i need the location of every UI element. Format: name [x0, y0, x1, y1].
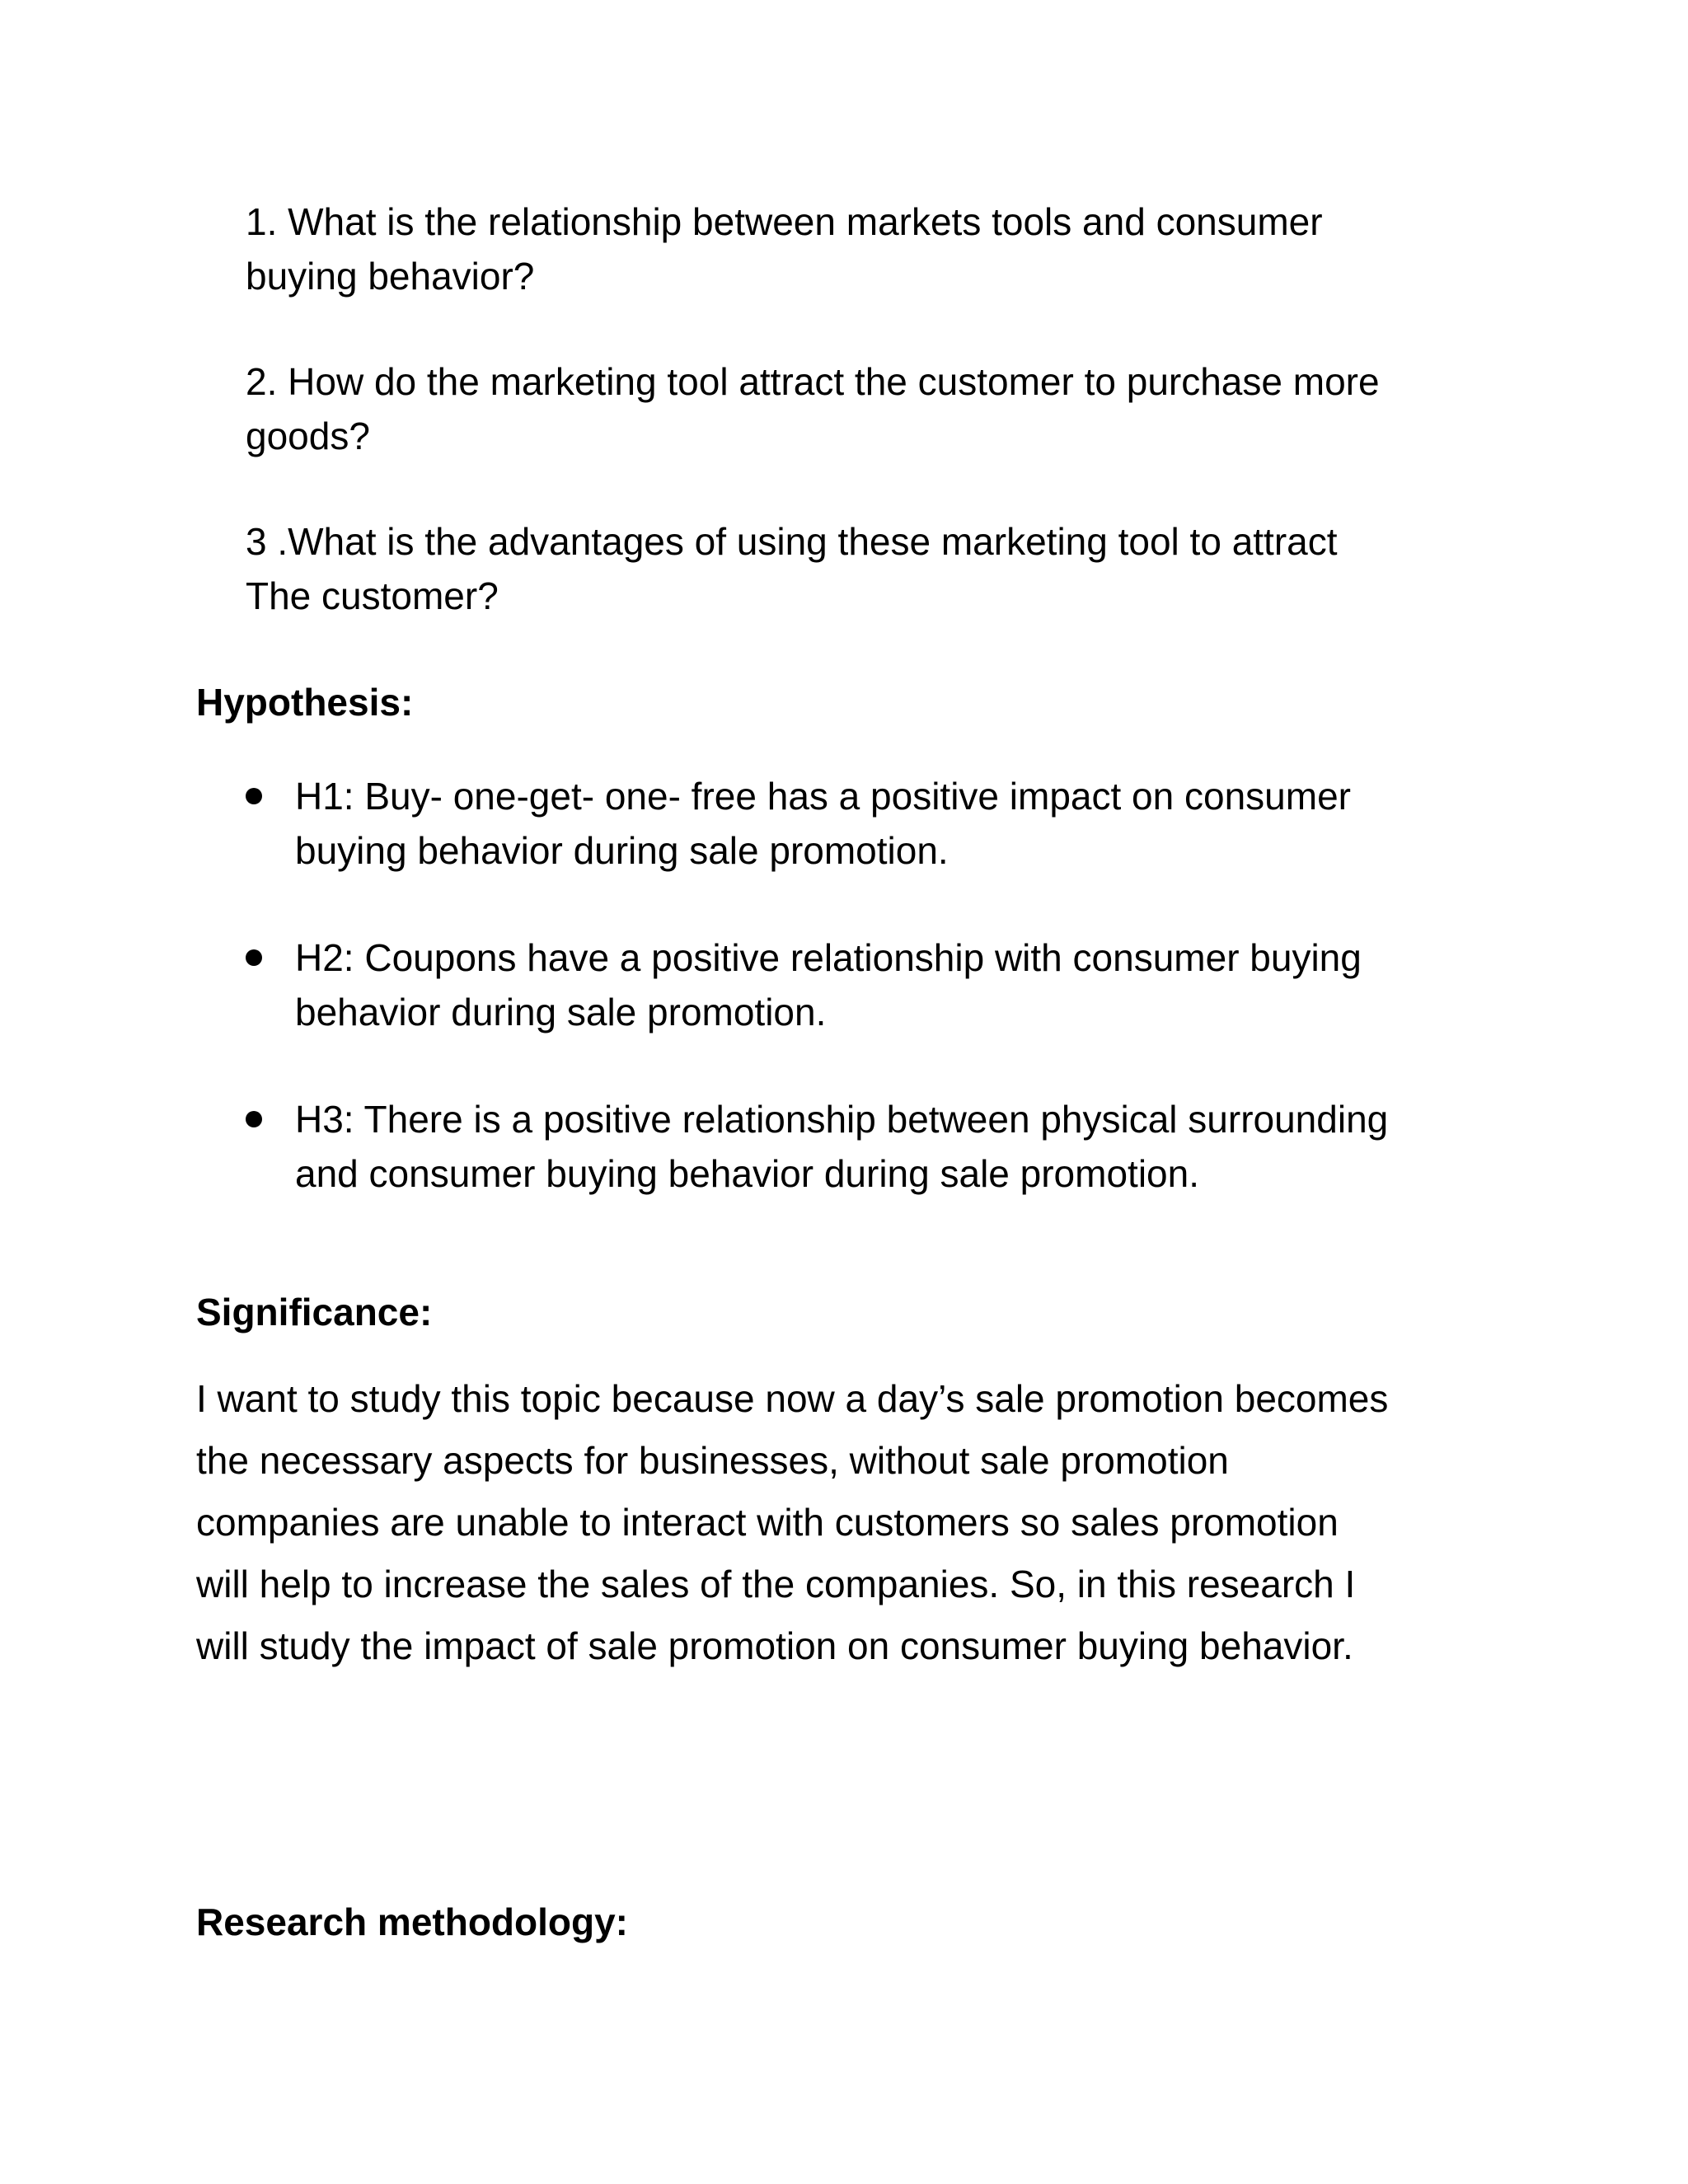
- hypothesis-text: behavior during sale promotion.: [295, 991, 827, 1033]
- question-text-line: 3 .What is the advantages of using these marketing tool to attract: [246, 520, 1338, 563]
- research-methodology-heading: Research methodology:: [196, 1900, 628, 1943]
- hypothesis-text: H3: There is a positive relationship between physical surrounding: [295, 1098, 1389, 1141]
- bullet-icon: [246, 788, 262, 804]
- question-text-line: buying behavior?: [246, 255, 535, 298]
- research-question-1: [246, 194, 1564, 303]
- question-text-line: 2. How do the marketing tool attract the customer to purchase more: [246, 360, 1380, 403]
- bullet-icon: [246, 1111, 262, 1127]
- hypothesis-text: H2: Coupons have a positive relationship with consumer buying: [295, 936, 1362, 979]
- hypothesis-item-h3: [246, 1092, 1564, 1201]
- significance-paragraph: [196, 1368, 1482, 1677]
- hypothesis-text: buying behavior during sale promotion.: [295, 829, 949, 872]
- significance-heading: Significance:: [196, 1291, 433, 1333]
- hypothesis-item-h2: [246, 930, 1564, 1039]
- question-text-line: 1. What is the relationship between markets tools and consumer: [246, 200, 1323, 243]
- hypothesis-text: H1: Buy- one-get- one- free has a positive impact on consumer: [295, 775, 1351, 818]
- question-text-line: The customer?: [246, 574, 499, 617]
- paragraph-line: I want to study this topic because now a day’s sale promotion becomes: [196, 1377, 1389, 1420]
- hypothesis-text: and consumer buying behavior during sale promotion.: [295, 1152, 1199, 1195]
- hypothesis-heading: Hypothesis:: [196, 681, 414, 724]
- paragraph-line: will study the impact of sale promotion on consumer buying behavior.: [196, 1624, 1353, 1667]
- bullet-icon: [246, 949, 262, 966]
- question-text-line: goods?: [246, 415, 370, 457]
- paragraph-line: companies are unable to interact with customers so sales promotion: [196, 1501, 1339, 1544]
- research-question-2: [246, 354, 1564, 463]
- paragraph-line: will help to increase the sales of the companies. So, in this research I: [196, 1563, 1356, 1605]
- research-question-3: [246, 514, 1564, 623]
- paragraph-line: the necessary aspects for businesses, without sale promotion: [196, 1439, 1229, 1482]
- hypothesis-item-h1: [246, 769, 1564, 878]
